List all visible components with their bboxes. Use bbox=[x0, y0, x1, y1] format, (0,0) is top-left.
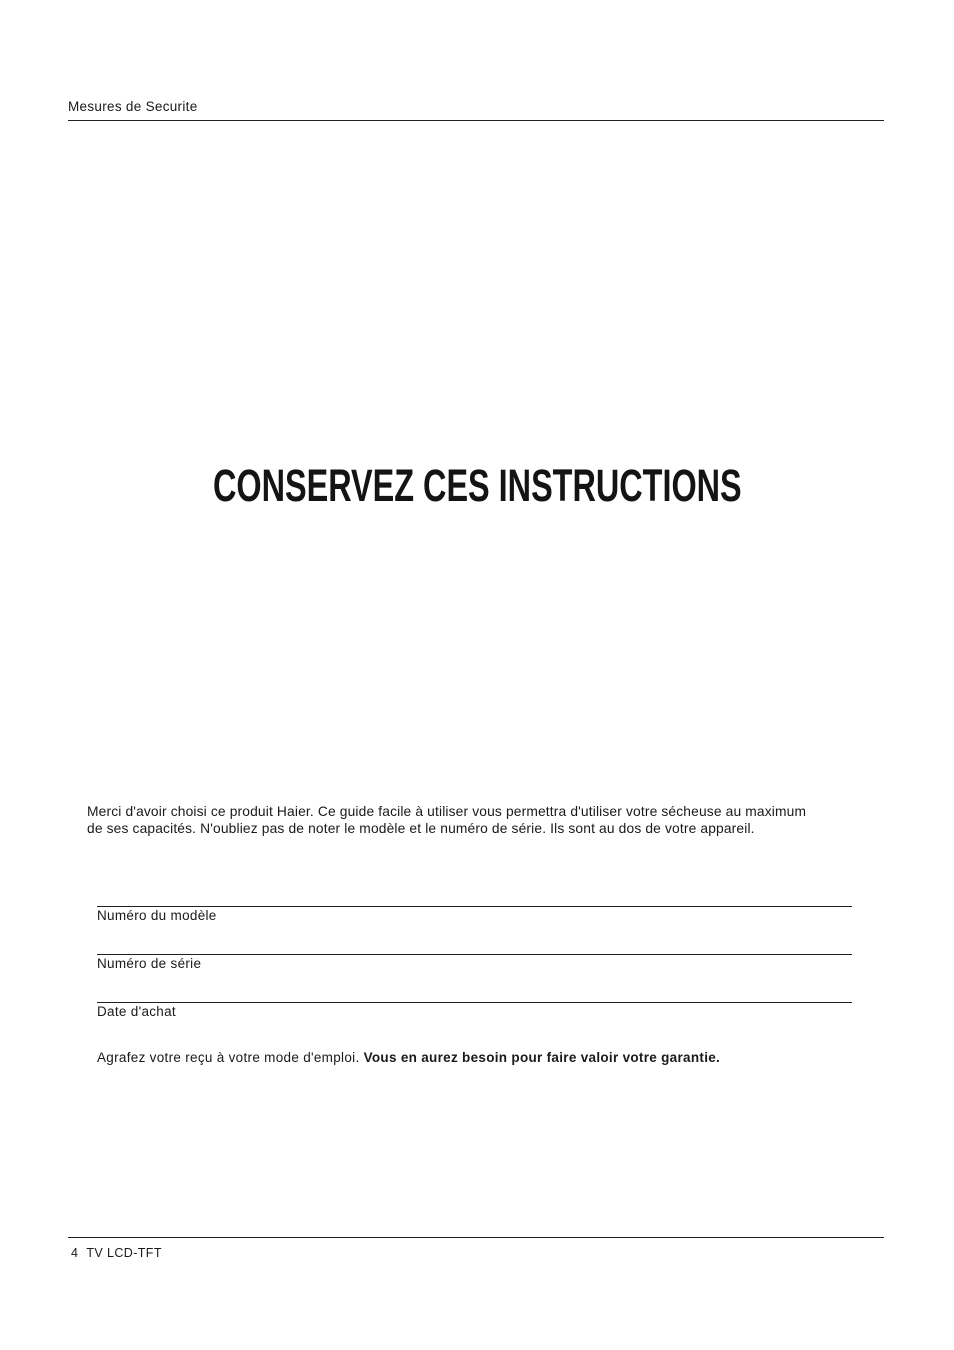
page-title: CONSERVEZ CES INSTRUCTIONS bbox=[213, 460, 742, 511]
model-number-line bbox=[97, 906, 852, 907]
purchase-date-label: Date d'achat bbox=[97, 1004, 176, 1019]
intro-line-2: de ses capacités. N'oubliez pas de noter le modèle et le numéro de série. Ils sont au dos de votre appareil. bbox=[87, 821, 755, 836]
model-number-field bbox=[97, 906, 852, 923]
purchase-date-line bbox=[97, 1002, 852, 1003]
purchase-date-field bbox=[97, 1002, 852, 1019]
model-number-label: Numéro du modèle bbox=[97, 908, 217, 923]
footer-divider bbox=[68, 1237, 884, 1238]
serial-number-field bbox=[97, 954, 852, 971]
header-divider bbox=[68, 120, 884, 121]
header-title: Mesures de Securite bbox=[68, 99, 198, 114]
page-number: 4 bbox=[71, 1246, 79, 1260]
serial-number-line bbox=[97, 954, 852, 955]
intro-paragraph bbox=[87, 803, 897, 837]
footer bbox=[71, 1246, 162, 1260]
serial-number-label: Numéro de série bbox=[97, 956, 202, 971]
receipt-note-bold: Vous en aurez besoin pour faire valoir votre garantie. bbox=[363, 1050, 721, 1065]
receipt-note-text: Agrafez votre reçu à votre mode d'emploi. bbox=[97, 1050, 364, 1065]
receipt-note bbox=[97, 1050, 720, 1065]
footer-product: TV LCD-TFT bbox=[86, 1246, 162, 1260]
intro-line-1: Merci d'avoir choisi ce produit Haier. Ce guide facile à utiliser vous permettra d'utiliser votre sécheuse au maximum bbox=[87, 804, 807, 819]
